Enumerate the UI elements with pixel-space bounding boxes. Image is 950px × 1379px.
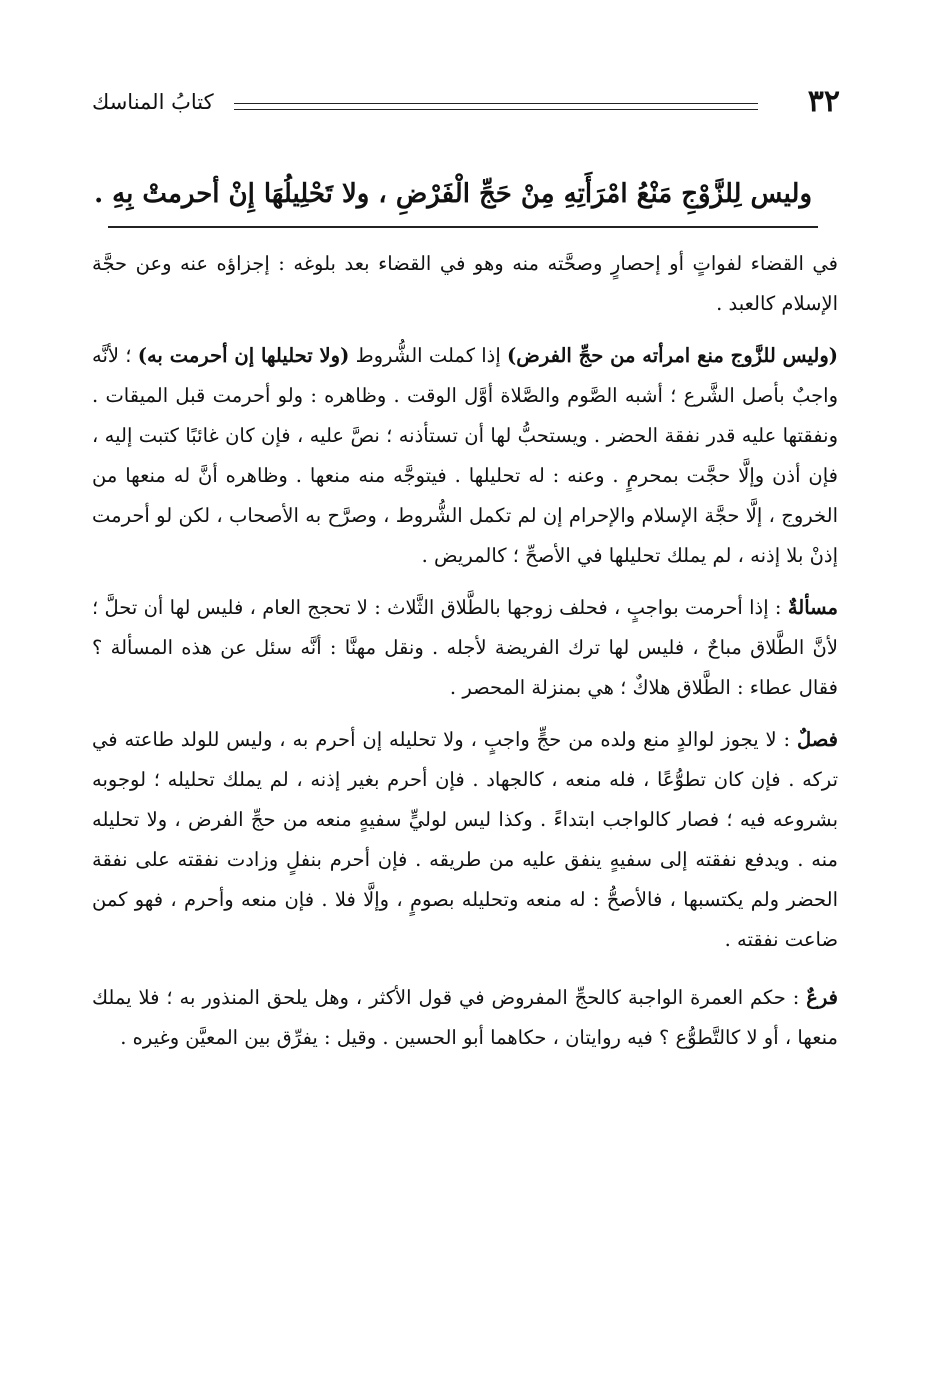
paragraph-text: : إذا أحرمت بواجبٍ ، فحلف زوجها بالطَّلاق الثَّلاث : لا تحجج العام ، فليس لها أن تحلَّ ؛ لأنَّ الطَّلاق مباحٌ ، فليس لها ترك الفريضة لأجله . ونقل مهنَّا : أنَّه سئل عن هذه المسألة ؟ فقال عطاء : الطَّلاق هلاكٌ ؛ هي بمنزلة المحصر .: [92, 596, 838, 699]
header-rule: [234, 103, 758, 110]
running-header: [92, 82, 840, 122]
quoted-matn: (ولا تحليلها إن أحرمت به): [137, 344, 350, 367]
section-label: مسألةٌ: [787, 596, 838, 619]
section-label: فصلٌ: [797, 728, 838, 751]
matn-separator: [108, 226, 818, 228]
paragraph-text: : حكم العمرة الواجبة كالحجِّ المفروض في قول الأكثر ، وهل يلحق المنذور به ؛ فلا يملك منعها ، أو لا كالتَّطوُّع ؟ فيه روايتان ، حكاهما أبو الحسين . وقيل : يفرِّق بين المعيَّن وغيره .: [92, 986, 838, 1049]
commentary: [92, 244, 838, 1070]
section-label: فرعٌ: [806, 986, 838, 1009]
quoted-matn: (وليس للزَّوج منع امرأته من حجِّ الفرض): [507, 344, 838, 367]
paragraph-text: : لا يجوز لوالدٍ منع ولده من حجٍّ واجبٍ ، ولا تحليله إن أحرم به ، وليس للولد طاعته في تركه . فإن كان تطوُّعًا ، فله منعه ، كالجهاد . فإن أحرم بغير إذنه ، لم يملك تحليله ؛ لوجوبه بشروعه فيه ؛ فصار كالواجب ابتداءً . وكذا ليس لوليٍّ سفيهٍ منعه من حجِّ الفرض ، ولا تحليله منه . ويدفع نفقته إلى سفيهٍ ينفق عليه من طريقه . فإن أحرم بنفلٍ وزادت نفقته على نفقة الحضر ولم يكتسبها ، فالأصحُّ : له منعه وتحليله بصومٍ ، وإلَّا فلا . فإن منعه وأحرم ، فهو كمن ضاعت نفقته .: [92, 728, 838, 951]
paragraph-text: إذا كملت الشُّروط: [349, 344, 508, 367]
book-title: كتابُ المناسك: [92, 90, 214, 114]
paragraph-far: [92, 978, 838, 1058]
matn-text: وليس لِلزَّوْجِ مَنْعُ امْرَأَتِهِ مِنْ حَجِّ الْفَرْضِ ، ولا تَحْلِيلُهَا إِنْ أحرمتْ بِهِ .: [94, 179, 812, 209]
paragraph-fasl: [92, 720, 838, 960]
page-number: ٣٢: [807, 84, 840, 119]
paragraph-1: في القضاء لفواتٍ أو إحصارٍ وصحَّته منه وهو في القضاء بعد بلوغه : إجزاؤه عنه وعن حجَّة الإسلام كالعبد .: [92, 252, 838, 315]
paragraph-text: ؛ لأنَّه واجبٌ بأصل الشَّرع ؛ أشبه الصَّوم والصَّلاة أوَّل الوقت . وظاهره : ولو أحرمت قبل الميقات . ونفقتها عليه قدر نفقة الحضر . ويستحبُّ لها أن تستأذنه ؛ نصَّ عليه ، فإن كان غائبًا كتبت إليه ، فإن أذن وإلَّا حجَّت بمحرمٍ . وعنه : له تحليلها . فيتوجَّه منه منعها . وظاهره أنَّ له منعها من الخروج ، إلَّا حجَّة الإسلام والإحرام إن لم تكمل الشُّروط ، وصرَّح به الأصحاب ، لكن لو أحرمت إذنْ بلا إذنه ، لم يملك تحليلها في الأصحِّ ؛ كالمريض .: [92, 344, 838, 567]
paragraph-2: [92, 336, 838, 576]
paragraph-masala: [92, 588, 838, 708]
